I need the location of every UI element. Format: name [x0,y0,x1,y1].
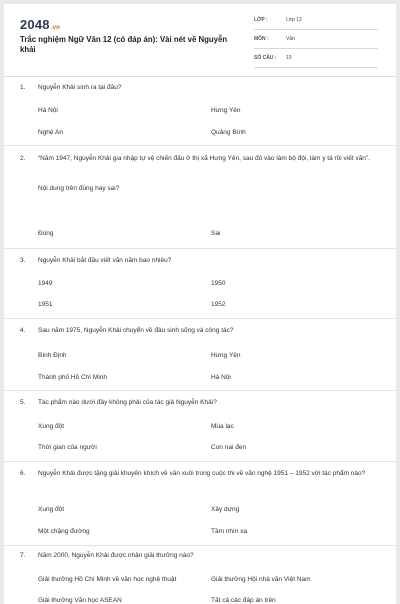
option-b[interactable]: Xây dựng [211,506,240,513]
option-b[interactable]: Hưng Yên [211,352,241,359]
meta-row-subject [254,35,378,49]
option-b[interactable]: Giải thưởng Hội nhà văn Việt Nam [211,576,311,583]
question-divider [4,390,396,391]
question-text: Tác phẩm nào dưới đây không phải của tác giả Nguyễn Khải? [38,399,217,406]
option-d[interactable]: 1952 [211,301,226,308]
option-b[interactable]: Hưng Yên [211,107,241,114]
question-text: Sau năm 1975, Nguyễn Khải chuyển về đâu sinh sống và công tác? [38,327,234,334]
question-number: 6. [20,470,26,477]
option-a[interactable]: Hà Nội [38,107,58,114]
question-divider [4,318,396,319]
worksheet-title: Trắc nghiệm Ngữ Văn 12 (có đáp án): Vài nét về Nguyễn khải [20,35,228,54]
question-text: Nguyễn Khải sinh ra tại đâu? [38,84,122,91]
option-a[interactable]: Xung đột [38,423,65,430]
option-d[interactable]: Tầm nhìn xa [211,528,248,535]
logo-main: 2048 [20,17,50,32]
option-a[interactable]: Bình Định [38,352,67,359]
meta-row-question-count [254,54,378,68]
site-logo[interactable] [20,17,60,32]
question-number: 1. [20,84,26,91]
option-b[interactable]: Sai [211,230,221,237]
option-d[interactable]: Quảng Bình [211,129,246,136]
meta-value: Văn [286,36,295,42]
worksheet-page [4,4,396,604]
logo-suffix: .vn [50,25,61,31]
option-c[interactable]: Nghệ An [38,129,63,136]
option-d[interactable]: Con nai đen [211,444,247,451]
option-a[interactable]: 1949 [38,280,53,287]
worksheet-meta [254,16,378,73]
question-text: Năm 2000, Nguyễn Khải được nhận giải thưởng nào? [38,552,194,559]
question-number: 4. [20,327,26,334]
question-prompt: Nội dung trên đúng hay sai? [38,185,120,192]
question-number: 7. [20,552,26,559]
meta-label: MÔN : [254,36,269,42]
header-divider [4,76,396,77]
question-divider [4,545,396,546]
meta-row-class [254,16,378,30]
meta-label: SỐ CÂU : [254,55,277,61]
question-divider [4,248,396,249]
option-c[interactable]: Giải thưởng Văn học ASEAN [38,597,122,604]
meta-value: Lớp 12 [286,17,302,23]
question-text: Nguyễn Khải được tặng giải khuyến khích về văn xuôi trong cuộc thi về văn nghệ 1951 – 1952 với tác phẩm nào? [38,470,366,477]
option-c[interactable]: Thành phố Hồ Chí Minh [38,374,108,381]
option-c[interactable]: 1951 [38,301,53,308]
question-number: 5. [20,399,26,406]
question-number: 2. [20,155,26,162]
option-c[interactable]: Một chặng đường [38,528,90,535]
option-a[interactable]: Giải thưởng Hồ Chí Minh về văn học nghệ thuật [38,576,177,583]
question-divider [4,145,396,146]
option-a[interactable]: Xung đột [38,506,65,513]
meta-label: LỚP : [254,17,268,23]
question-text: Nguyễn Khải bắt đầu viết văn năm bao nhiêu? [38,257,172,264]
question-number: 3. [20,257,26,264]
option-d[interactable]: Hà Nội [211,374,231,381]
option-b[interactable]: 1950 [211,280,226,287]
meta-value: 10 [286,55,292,61]
option-c[interactable]: Thời gian của người [38,444,97,451]
worksheet-header [4,4,396,68]
option-d[interactable]: Tất cả các đáp án trên [211,597,276,604]
question-divider [4,461,396,462]
option-a[interactable]: Đúng [38,230,54,237]
question-text: “Năm 1947, Nguyễn Khải gia nhập tự vệ chiến đấu ở thị xã Hưng Yên, sau đó vào làm bộ đội, làm y tá rồi viết văn”. [38,155,370,162]
option-b[interactable]: Mùa lạc [211,423,234,430]
